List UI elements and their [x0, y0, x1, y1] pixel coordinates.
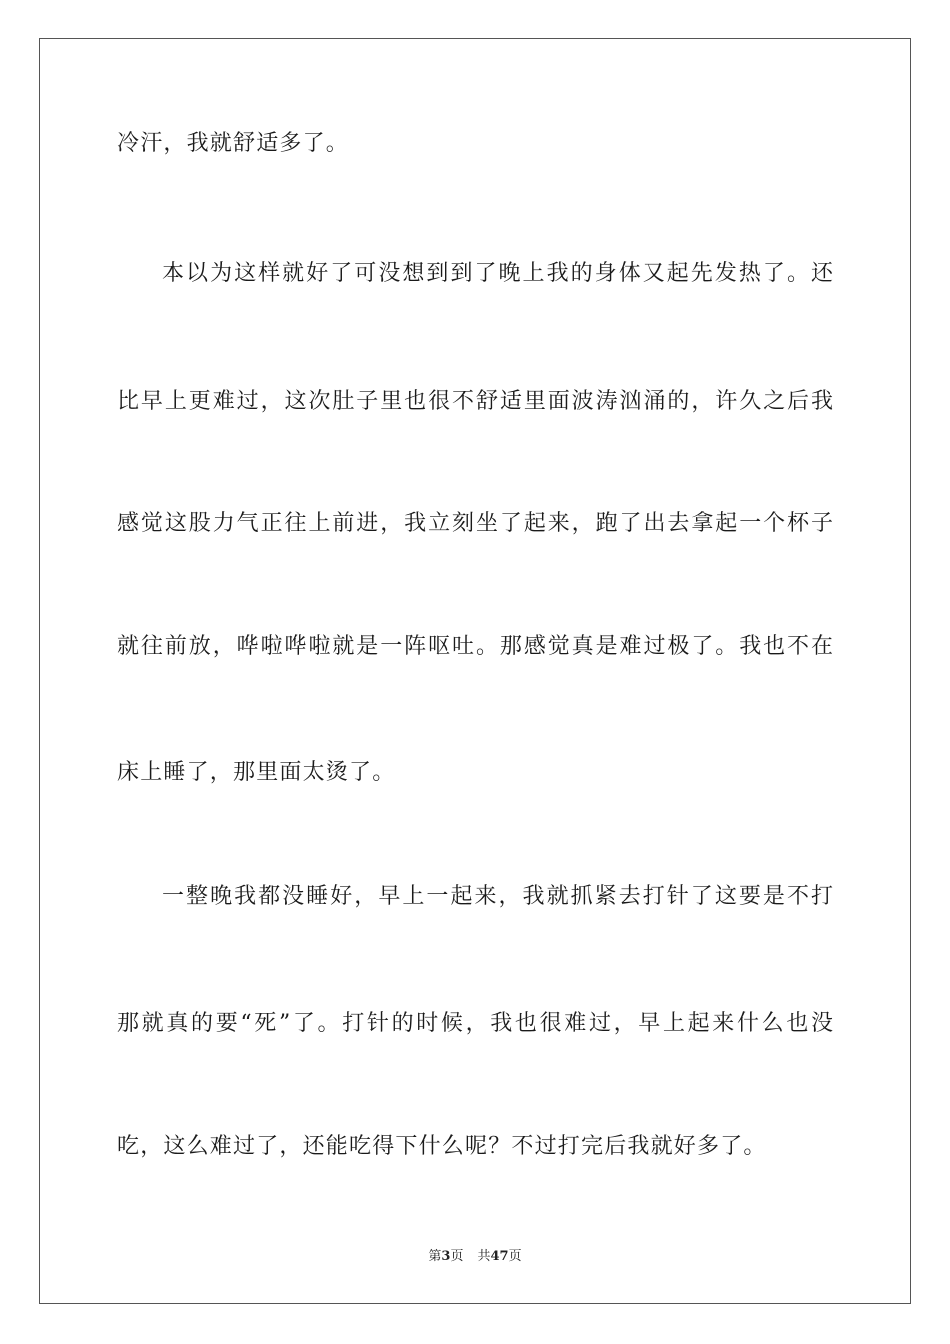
total-pages: 47 [490, 1249, 509, 1264]
text-line-8: 那就真的要“死”了。打针的时候，我也很难过，早上起来什么也没 [117, 1011, 833, 1036]
total-prefix: 共 [477, 1249, 491, 1264]
text-line-2: 本以为这样就好了可没想到到了晚上我的身体又起先发热了。还 [162, 261, 833, 286]
text-line-1: 冷汗，我就舒适多了。 [117, 131, 350, 156]
text-line-6: 床上睡了，那里面太烫了。 [117, 760, 396, 785]
page-border [39, 38, 911, 1304]
text-line-4: 感觉这股力气正往上前进，我立刻坐了起来，跑了出去拿起一个杯子 [117, 511, 833, 536]
page-footer [0, 1249, 950, 1265]
page-number: 3 [441, 1249, 451, 1264]
total-suffix: 页 [508, 1249, 522, 1264]
text-line-5: 就往前放，哗啦哗啦就是一阵呕吐。那感觉真是难过极了。我也不在 [117, 634, 833, 659]
page-suffix: 页 [450, 1249, 464, 1264]
text-line-9: 吃，这么难过了，还能吃得下什么呢？不过打完后我就好多了。 [117, 1134, 767, 1159]
page-prefix: 第 [428, 1249, 442, 1264]
text-line-3: 比早上更难过，这次肚子里也很不舒适里面波涛汹涌的，许久之后我 [117, 389, 833, 414]
text-line-7: 一整晚我都没睡好，早上一起来，我就抓紧去打针了这要是不打 [162, 884, 833, 909]
